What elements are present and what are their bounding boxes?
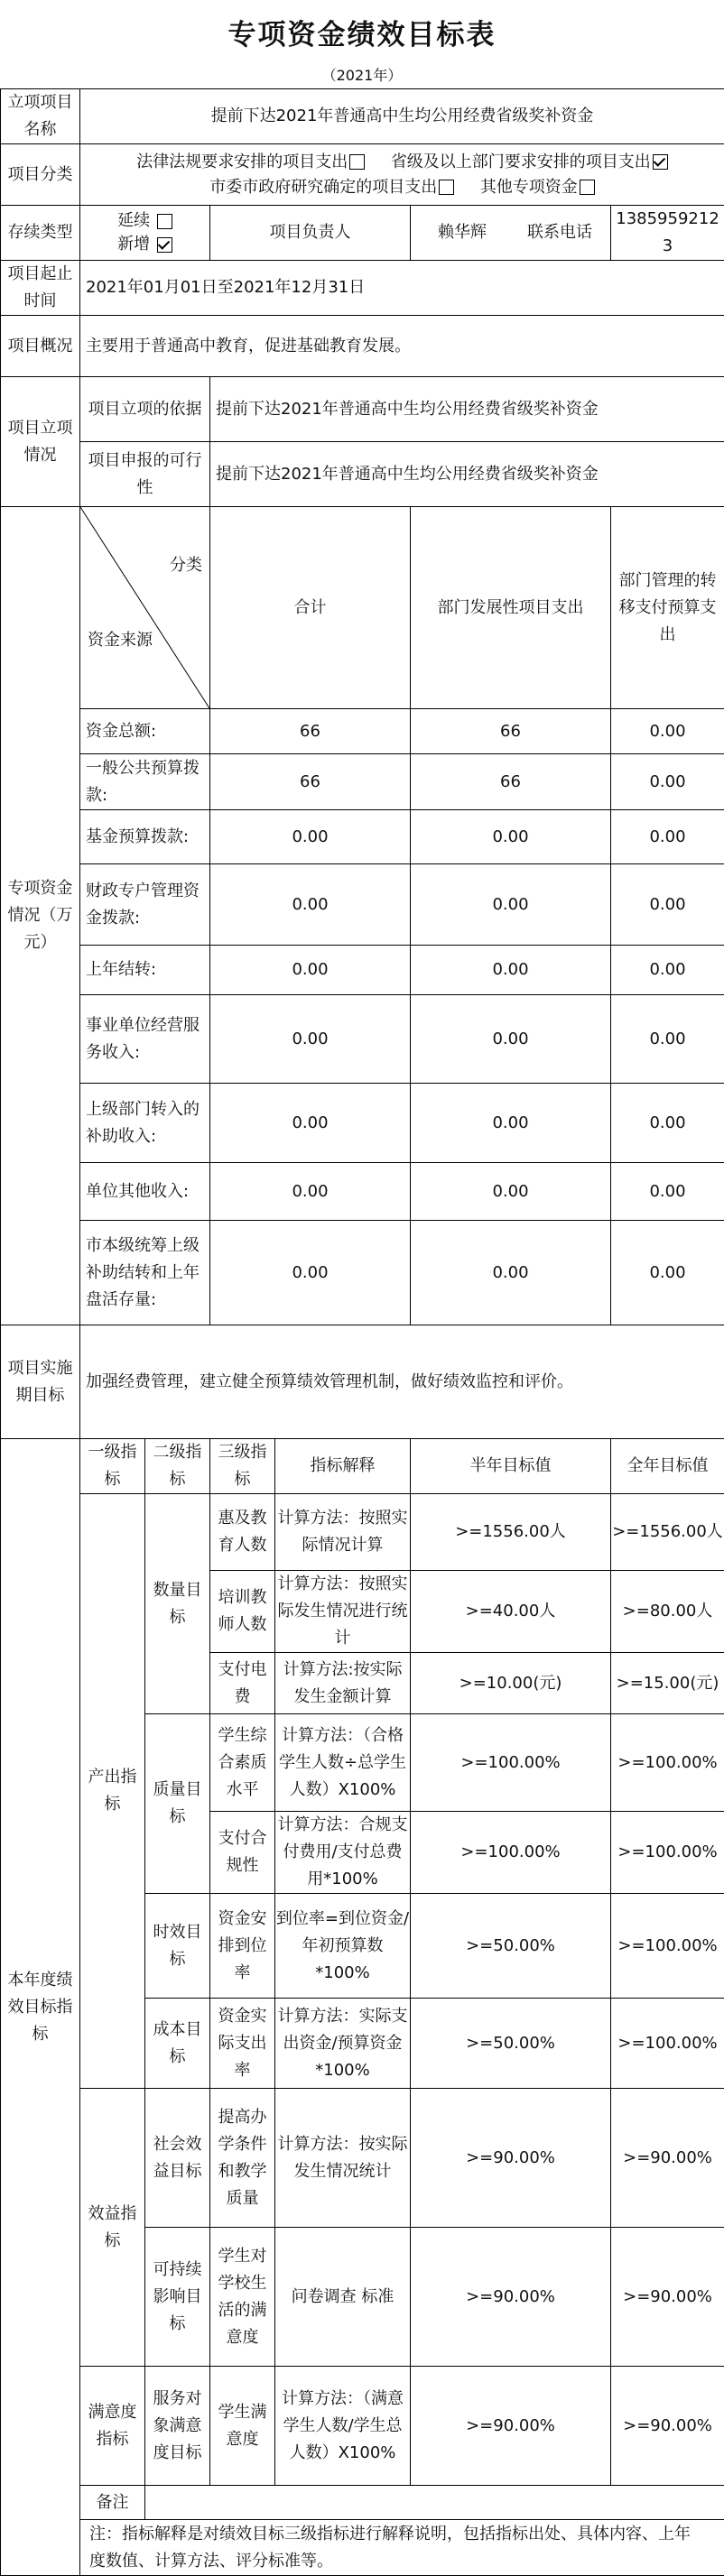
funds-cell: 0.00 bbox=[411, 1084, 611, 1163]
ind-half: >=100.00% bbox=[411, 1812, 611, 1894]
ind-full: >=90.00% bbox=[611, 2367, 724, 2486]
continuation-label: 存续类型 bbox=[1, 206, 80, 261]
funds-cell: 0.00 bbox=[411, 810, 611, 864]
funds-cell: 0.00 bbox=[210, 1084, 411, 1163]
ind-full: >=80.00人 bbox=[611, 1571, 724, 1653]
ind-header: 一级指标 bbox=[80, 1439, 145, 1494]
ind-l3: 资金实际支出率 bbox=[210, 1999, 275, 2089]
establishment-basis-label: 项目立项的依据 bbox=[80, 377, 210, 442]
ind-full: >=90.00% bbox=[611, 2228, 724, 2367]
establishment-label: 项目立项情况 bbox=[1, 377, 80, 507]
corner-bottom-label: 资金来源 bbox=[88, 627, 153, 654]
ind-desc: 计算方法：合规支付费用/支付总费用*100% bbox=[275, 1812, 411, 1894]
phone-value: 13859592123 bbox=[611, 206, 724, 261]
new-checkbox[interactable] bbox=[157, 237, 172, 253]
period-value: 2021年01月01日至2021年12月31日 bbox=[80, 261, 724, 316]
funds-row-label: 事业单位经营服务收入: bbox=[80, 995, 210, 1084]
funds-cell: 0.00 bbox=[411, 864, 611, 946]
ind-full: >=100.00% bbox=[611, 1714, 724, 1812]
funds-row-label: 基金预算拨款: bbox=[80, 810, 210, 864]
performance-table bbox=[0, 88, 724, 2576]
ind-full: >=90.00% bbox=[611, 2089, 724, 2228]
continuation-option-label: 延续 bbox=[117, 211, 150, 230]
funds-cell: 0.00 bbox=[411, 995, 611, 1084]
ind-half: >=90.00% bbox=[411, 2367, 611, 2486]
goal-value: 加强经费管理，建立健全预算绩效管理机制，做好绩效监控和评价。 bbox=[80, 1325, 724, 1439]
ind-l1: 效益指标 bbox=[80, 2089, 145, 2367]
ind-full: >=15.00(元) bbox=[611, 1653, 724, 1714]
project-name-label: 立项项目名称 bbox=[1, 89, 80, 144]
ind-header: 半年目标值 bbox=[411, 1439, 611, 1494]
ind-l2: 可持续影响目标 bbox=[145, 2228, 210, 2367]
ind-header: 全年目标值 bbox=[611, 1439, 724, 1494]
funds-row-label: 资金总额: bbox=[80, 709, 210, 754]
ind-half: >=100.00% bbox=[411, 1714, 611, 1812]
funds-cell: 0.00 bbox=[411, 1163, 611, 1221]
ind-half: >=90.00% bbox=[411, 2228, 611, 2367]
funds-cell: 0.00 bbox=[210, 810, 411, 864]
remarks-label: 备注 bbox=[80, 2486, 145, 2520]
ind-desc: 计算方法：按照实际情况计算 bbox=[275, 1494, 411, 1571]
ind-l2: 数量目标 bbox=[145, 1494, 210, 1714]
corner-top-label: 分类 bbox=[170, 552, 202, 579]
ind-desc: 计算方法：（合格学生人数÷总学生人数）X100% bbox=[275, 1714, 411, 1812]
category-option-label: 市委市政府研究确定的项目支出 bbox=[209, 178, 437, 197]
ind-desc: 计算方法：按照实际发生情况进行统计 bbox=[275, 1571, 411, 1653]
funds-cell: 0.00 bbox=[210, 864, 411, 946]
ind-l2: 质量目标 bbox=[145, 1714, 210, 1894]
funds-cell: 0.00 bbox=[611, 995, 724, 1084]
ind-l1: 产出指标 bbox=[80, 1494, 145, 2089]
ind-l3: 资金安排到位率 bbox=[210, 1894, 275, 1999]
category-option-label: 法律法规要求安排的项目支出 bbox=[136, 152, 348, 171]
funds-cell: 0.00 bbox=[611, 1163, 724, 1221]
funds-corner-cell bbox=[80, 507, 210, 709]
ind-l3: 学生满意度 bbox=[210, 2367, 275, 2486]
goal-label: 项目实施期目标 bbox=[1, 1325, 80, 1439]
ind-desc: 计算方法:按实际发生金额计算 bbox=[275, 1653, 411, 1714]
funds-header-transfer: 部门管理的转移支付预算支出 bbox=[611, 507, 724, 709]
leader-value: 赖华辉 联系电话 bbox=[411, 206, 611, 261]
ind-l3: 惠及教育人数 bbox=[210, 1494, 275, 1571]
ind-l3: 培训教师人数 bbox=[210, 1571, 275, 1653]
ind-desc: 到位率=到位资金/年初预算数*100% bbox=[275, 1894, 411, 1999]
remarks-value bbox=[145, 2486, 724, 2520]
funds-row-label: 市本级统筹上级补助结转和上年盘活存量: bbox=[80, 1221, 210, 1325]
ind-l2: 服务对象满意度目标 bbox=[145, 2367, 210, 2486]
ind-l3: 支付电费 bbox=[210, 1653, 275, 1714]
funds-cell: 0.00 bbox=[210, 1163, 411, 1221]
continuation-options bbox=[80, 206, 210, 261]
funds-cell: 0.00 bbox=[611, 810, 724, 864]
leader-label: 项目负责人 bbox=[210, 206, 411, 261]
ind-full: >=1556.00人 bbox=[611, 1494, 724, 1571]
ind-header: 三级指标 bbox=[210, 1439, 275, 1494]
feasibility-value: 提前下达2021年普通高中生均公用经费省级奖补资金 bbox=[210, 442, 724, 507]
ind-header: 指标解释 bbox=[275, 1439, 411, 1494]
category-option-label: 省级及以上部门要求安排的项目支出 bbox=[391, 152, 651, 171]
funds-cell: 0.00 bbox=[411, 946, 611, 995]
funds-cell: 0.00 bbox=[210, 1221, 411, 1325]
period-label: 项目起止时间 bbox=[1, 261, 80, 316]
funds-cell: 66 bbox=[411, 754, 611, 810]
category-option-label: 其他专项资金 bbox=[480, 178, 578, 197]
continuation-checkbox[interactable] bbox=[157, 214, 172, 229]
funds-row-label: 单位其他收入: bbox=[80, 1163, 210, 1221]
funds-cell: 0.00 bbox=[611, 1084, 724, 1163]
category-checkbox-1[interactable] bbox=[349, 154, 365, 170]
ind-desc: 计算方法：实际支出资金/预算资金*100% bbox=[275, 1999, 411, 2089]
overview-value: 主要用于普通高中教育，促进基础教育发展。 bbox=[80, 316, 724, 377]
establishment-basis-value: 提前下达2021年普通高中生均公用经费省级奖补资金 bbox=[210, 377, 724, 442]
funds-cell: 0.00 bbox=[611, 754, 724, 810]
ind-l2: 社会效益目标 bbox=[145, 2089, 210, 2228]
ind-full: >=100.00% bbox=[611, 1812, 724, 1894]
category-checkbox-2[interactable] bbox=[653, 154, 668, 170]
page-title: 专项资金绩效目标表 bbox=[0, 0, 724, 63]
funds-cell: 66 bbox=[210, 709, 411, 754]
project-category-options bbox=[80, 144, 724, 206]
new-option-label: 新增 bbox=[117, 235, 150, 254]
ind-half: >=10.00(元) bbox=[411, 1653, 611, 1714]
ind-l3: 学生对学校生活的满意度 bbox=[210, 2228, 275, 2367]
ind-half: >=1556.00人 bbox=[411, 1494, 611, 1571]
ind-half: >=50.00% bbox=[411, 1894, 611, 1999]
funds-header-total: 合计 bbox=[210, 507, 411, 709]
ind-header: 二级指标 bbox=[145, 1439, 210, 1494]
funds-cell: 0.00 bbox=[611, 946, 724, 995]
project-category-label: 项目分类 bbox=[1, 144, 80, 206]
ind-desc: 计算方法：按实际发生情况统计 bbox=[275, 2089, 411, 2228]
ind-desc: 计算方法：（满意学生人数/学生总人数）X100% bbox=[275, 2367, 411, 2486]
phone-label: 联系电话 bbox=[527, 219, 610, 246]
ind-half: >=50.00% bbox=[411, 1999, 611, 2089]
funds-cell: 0.00 bbox=[411, 1221, 611, 1325]
funds-row-label: 上级部门转入的补助收入: bbox=[80, 1084, 210, 1163]
ind-full: >=100.00% bbox=[611, 1999, 724, 2089]
ind-half: >=40.00人 bbox=[411, 1571, 611, 1653]
ind-l2: 时效目标 bbox=[145, 1894, 210, 1999]
feasibility-label: 项目申报的可行性 bbox=[80, 442, 210, 507]
funds-row-label: 财政专户管理资金拨款: bbox=[80, 864, 210, 946]
indicators-label: 本年度绩效目标指标 bbox=[1, 1439, 80, 2576]
overview-label: 项目概况 bbox=[1, 316, 80, 377]
ind-l3: 提高办学条件和教学质量 bbox=[210, 2089, 275, 2228]
ind-full: >=100.00% bbox=[611, 1894, 724, 1999]
funds-cell: 0.00 bbox=[210, 995, 411, 1084]
category-checkbox-4[interactable] bbox=[580, 180, 595, 195]
category-checkbox-3[interactable] bbox=[439, 180, 454, 195]
funds-cell: 0.00 bbox=[611, 864, 724, 946]
funds-row-label: 上年结转: bbox=[80, 946, 210, 995]
year-label: （2021年） bbox=[0, 63, 724, 88]
funds-label: 专项资金情况（万元） bbox=[1, 507, 80, 1325]
ind-l1: 满意度指标 bbox=[80, 2367, 145, 2486]
ind-l2: 成本目标 bbox=[145, 1999, 210, 2089]
funds-cell: 66 bbox=[210, 754, 411, 810]
funds-cell: 0.00 bbox=[210, 946, 411, 995]
project-name-value: 提前下达2021年普通高中生均公用经费省级奖补资金 bbox=[80, 89, 724, 144]
ind-half: >=90.00% bbox=[411, 2089, 611, 2228]
ind-l3: 学生综合素质水平 bbox=[210, 1714, 275, 1812]
funds-header-dev: 部门发展性项目支出 bbox=[411, 507, 611, 709]
funds-cell: 0.00 bbox=[611, 1221, 724, 1325]
funds-cell: 66 bbox=[411, 709, 611, 754]
funds-cell: 0.00 bbox=[611, 709, 724, 754]
ind-desc: 问卷调查 标准 bbox=[275, 2228, 411, 2367]
footnote: 注：指标解释是对绩效目标三级指标进行解释说明，包括指标出处、具体内容、上年度数值、计算方法、评分标准等。 bbox=[80, 2520, 724, 2576]
diagonal-line bbox=[80, 507, 209, 708]
ind-l3: 支付合规性 bbox=[210, 1812, 275, 1894]
funds-row-label: 一般公共预算拨款: bbox=[80, 754, 210, 810]
